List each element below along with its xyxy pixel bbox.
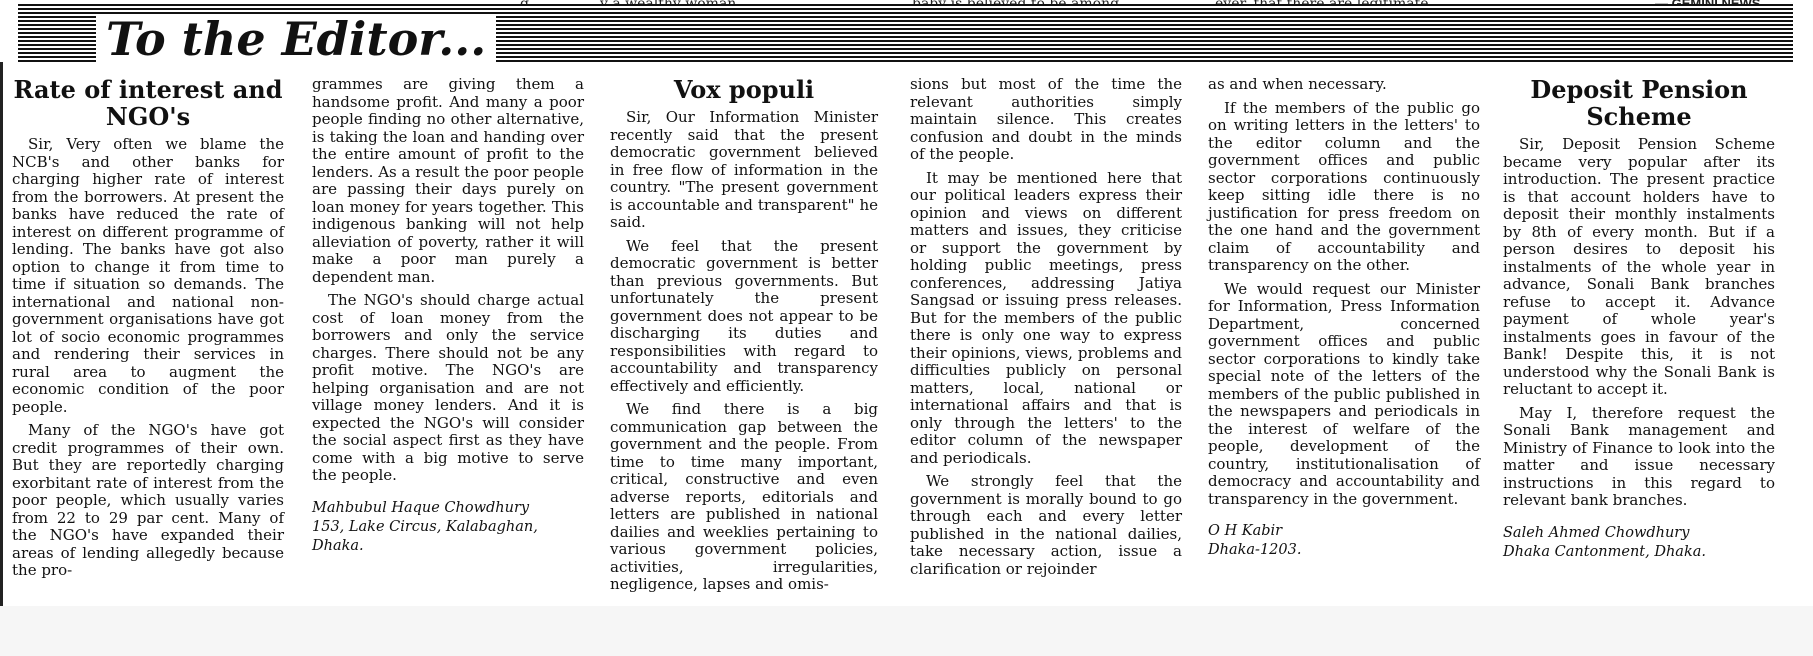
letter-paragraph: as and when necessary. (1208, 75, 1387, 93)
letter-deposit-pension-column (1503, 76, 1775, 562)
letter-signature-address: Dhaka Cantonment, Dhaka. (1503, 543, 1706, 560)
section-title: To the Editor... (96, 14, 496, 64)
letter-paragraph: The NGO's should charge actual cost of loan money from the borrowers and only the service charges. There should not be any profit motive. The NGO's are helping organisation and are not village money lenders. And it is expected the NGO's will consider the social aspect first as they have come with a big motive to serve the people. (312, 291, 584, 484)
letter-rate-of-interest-column-1 (12, 76, 284, 580)
letter-vox-populi-column-3 (1208, 76, 1480, 560)
letter-paragraph: We feel that the present democratic government is better than previous governments. But unfortunately the present government does not appear to be discharging its duties and responsibilities with regard to accountability and transparency effectively and efficiently. (610, 236, 878, 395)
letter-paragraph: We strongly feel that the government is morally bound to go through each and every letter published in the national dailies, take necessary action, issue a clarification or rejoinder (910, 472, 1182, 578)
letter-paragraph: We would request our Minister for Information, Press Information Department, concerned government offices and public sector corporations to kindly take special note of the letters of the members of the public published in the newspapers and periodicals in the interest of welfare of the people, development of the country, institutionalisation of democracy and accountability and transparency in the government. (1208, 279, 1480, 508)
letter-signature-name: Mahbubul Haque Chowdhury (312, 499, 530, 516)
letter-signature-name: O H Kabir (1208, 523, 1283, 539)
letter-paragraph: If the members of the public go on writing letters in the letters' to the editor column and the government offices and public sector corporations continuously keep sitting idle there is no justification for press freedom on the one hand and the government claim of accountability and transparency on the other. (1208, 98, 1480, 274)
letter-rate-of-interest-column-2 (312, 76, 584, 556)
letter-signature-address: Dhaka-1203. (1208, 542, 1302, 558)
letter-paragraph: May I, therefore request the Sonali Bank management and Ministry of Finance to look into the matter and issue necessary instructions in this regard to relevant bank branches. (1503, 403, 1775, 509)
letter-paragraph: Sir, Very often we blame the NCB's and other banks for charging higher rate of interest from the borrowers. At present the banks have reduced the rate of interest on different programme of lending. The banks have got also option to change it from time to time if situation so demands. The international and national non-government organisations have got lot of socio economic programmes and rendering their services in rural area to augment the economic condition of the poor people. (12, 135, 284, 416)
letter-paragraph: It may be mentioned here that our political leaders express their opinion and views on different matters and issues, they criticise or support the government by holding public meetings, press conferences, addressing Jatiya Sangsad or issuing press releases. But for the members of the public there is only one way to express their opinions, views, problems and difficulties publicly on personal matters, local, national or international affairs and that is only through the letters' to the editor column of the newspaper and periodicals. (910, 168, 1182, 467)
letter-paragraph: sions but most of the time the relevant authorities simply maintain silence. This creates confusion and doubt in the minds of the people. (910, 75, 1182, 163)
letter-signature-name: Saleh Ahmed Chowdhury (1503, 524, 1690, 541)
letter-vox-populi-column-1 (610, 76, 878, 594)
page-edge-rule (0, 62, 3, 606)
letter-paragraph: Many of the NGO's have got credit programmes of their own. But they are reportedly charging exorbitant rate of interest from the poor people, which usually varies from 22 to 29 par cent. Many of the NGO's have expanded their areas of lending allegedly because the pro- (12, 421, 284, 579)
letter-headline: Deposit Pension Scheme (1530, 75, 1748, 131)
section-banner (18, 4, 1793, 66)
letter-vox-populi-column-2 (910, 76, 1182, 578)
letter-headline: Rate of interest and NGO's (13, 75, 283, 131)
letter-paragraph: We find there is a big communication gap between the government and the people. From time to time many important, critical, constructive and even adverse reports, editorials and letters are published in national dailies and weeklies pertaining to various government policies, activities, irregularities, negligence, lapses and omis- (610, 400, 878, 593)
page-margin (0, 606, 1813, 656)
letter-paragraph: Sir, Deposit Pension Scheme became very popular after its introduction. The present practice is that account holders have to deposit their monthly instalments by 8th of every month. But if a person desires to deposit his instalments of the whole year in advance, Sonali Bank branches refuse to accept it. Advance payment of whole year's instalments goes in favour of the Bank! Despite this, it is not understood why the Sonali Bank is reluctant to accept it. (1503, 135, 1775, 398)
letter-headline: Vox populi (673, 75, 815, 104)
letter-signature-address: 153, Lake Circus, Kalabaghan, Dhaka. (312, 518, 538, 554)
letter-paragraph: Sir, Our Information Minister recently said that the present democratic government believed in free flow of information in the country. "The present government is accountable and transparent" he said. (610, 108, 878, 231)
letter-paragraph: grammes are giving them a handsome profit. And many a poor people finding no other alternative, is taking the loan and handing over the entire amount of profit to the lenders. As a result the poor people are passing their days purely on loan money for years together. This indigenous banking will not help alleviation of poverty, rather it will make a poor man purely a dependent man. (312, 75, 584, 286)
